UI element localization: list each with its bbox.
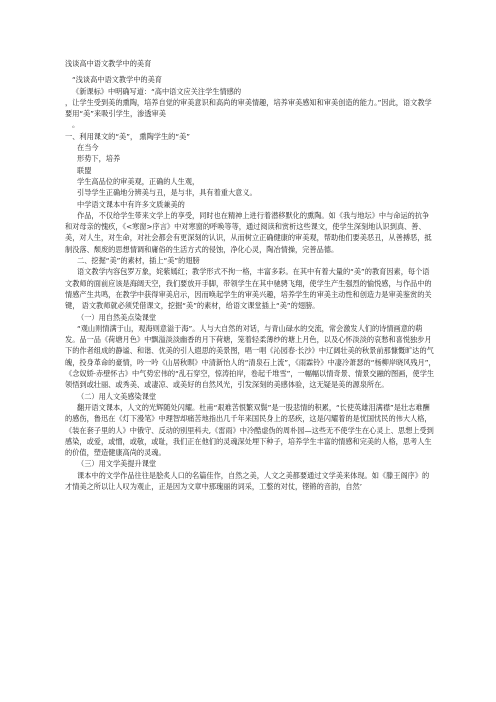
text-line: 联盟 [77, 165, 92, 175]
text-line: 中学语文课本中有许多文质兼美的 [77, 199, 185, 209]
paragraph: 。 [72, 120, 80, 130]
paragraph: 《新课标》中明确写道：“高中语文应关注学生情感的 [72, 86, 242, 96]
paragraph: 课本中的文学作品往往是脍炙人口的名篇佳作，自然之美，人文之美都要通过文学美来体现。如《滕王阁序》的才情美之所以让人叹为观止，正是因为文章中那瑰丽的词采，工整的对仗，铿锵的音韵，自然’ [65, 470, 430, 491]
section-heading: 一、利用课文的“美”， 熏陶学生的“美” [65, 131, 190, 141]
subsection-heading: （二）用人文美感染课堂 [77, 391, 157, 401]
subsection-heading: （一）用自然美点染课堂 [77, 312, 157, 322]
doc-subtitle: “浅谈高中语文教学中的美育 [72, 75, 162, 85]
paragraph: 作品，不仅给学生带来文学上的享受，同时也在精神上进行着潜移默化的熏陶。如《我与地坛》中与命运的抗争和对母亲的愧疚，《<寒窗>序言》中对寒窗的呼唤等等，通过阅读和赏析这些课文，使学生深刻地认识到真、善、美，对人生，对生命，对社会都会有更深刻的认识，从而树立正确健康的审美观，帮助他们要美恶丑，从善搏恶，抵制没落、颓废的思想情调和庸俗的生活方式的侵蚀，净化心灵，陶冶情操，完善品德。 [65, 210, 432, 254]
text-line: 引导学生正确地分辨美与丑，是与非，具有着重大意义。 [77, 188, 257, 198]
text-line: 形势下，培养 [77, 154, 121, 164]
paragraph: 语文教学内容包罗万象，姹紫嫣红；教学形式不拘一格，丰富多彩。在其中有着大量的“美”的教育因素，每个语文教师的面前应该是海阔天空，我们要放开手脚，带领学生在其中驰骋飞翔，使学生产生强烈的愉悦感，与作品中的情感产生共鸣，在教学中获得审美启示，因而唤起学生的审美兴趣，培养学生的审美主动性和创造力是审美鉴赏的关键， 语文教师就必须凭借课文，挖掘“美”的素材，给语文课堂插上“美”的翅膀。 [65, 267, 432, 311]
paragraph: “观山则情满于山，观海则意溢于海”。人与大自然的对话，与青山碌水的交流，常会激发人们的诗情画意的萌发。品一品《荷塘月色》中飘溢淡淡幽香的月下荷塘，笼着轻柔薄纱的塘上月色，以及心怀淡淡的哀愁和喜悦独步月下的作者组成的静谧、和谐、优美的引人遐思的美景图，唱一唱《沁园春·长沙》中辽阔壮美的秋景前那慷慨旷达的气魄，投身革命的豪情，吟一吟《山居秋暝》中清新怡人的“清泉石上流”，《雨霖铃》中凄冷萧瑟的“杨柳岸晓风残月”，《念奴娇·赤壁怀古》中气势宏伟的“乱石穿空，惊涛拍岸，卷起千堆雪”，一幅幅以情奇景、情景交融的图画，使学生领悟到或壮丽、或秀美、或凄凉、或美好的自然风光，引发深刻的美感体验，这无疑是美的源泉所在。 [65, 323, 436, 390]
text-line: 在当今 [77, 143, 99, 153]
text-line: 学生高品位的审美观，正确的人生观， [77, 176, 200, 186]
section-heading: 二、挖掘“美”的素材，插上“美”的翅膀 [77, 256, 200, 266]
paragraph: ，让学生受到美的熏陶，培养自觉的审美意识和高尚的审美情趣，培养审美感知和审美创造的能力。”因此，语文教学要用“美”来吸引学生，渗透审美 [65, 97, 432, 119]
subsection-heading: （三）用文学美提升课堂 [77, 459, 157, 469]
doc-title: 浅谈高中语文教学中的美育 [65, 59, 152, 68]
paragraph: 翻开语文课本，人文的光辉随处闪耀。杜甫“艰难苦恨繁双鬓”是一股悲情的积累，“长使英雄泪满襟”是壮志难酬的感伤，鲁迅在《灯下漫笔》中理智却痛苦地指出几千年来国民身上的恶疾，这是闪耀着的是忧国忧民的伟大人格，《装在套子里的人》中俄守、反动的别里科夫,《雷雨》中冷酷虚伪的周朴园—这些无不使学生在心灵上、思想上受到感染，或爱，或憎，或敬，或耻，我们正在他们的灵魂深处埋下种子，培养学生丰富的情感和完美的人格，思考人生的价值，塑造健康高尚的灵魂。 [65, 402, 434, 458]
